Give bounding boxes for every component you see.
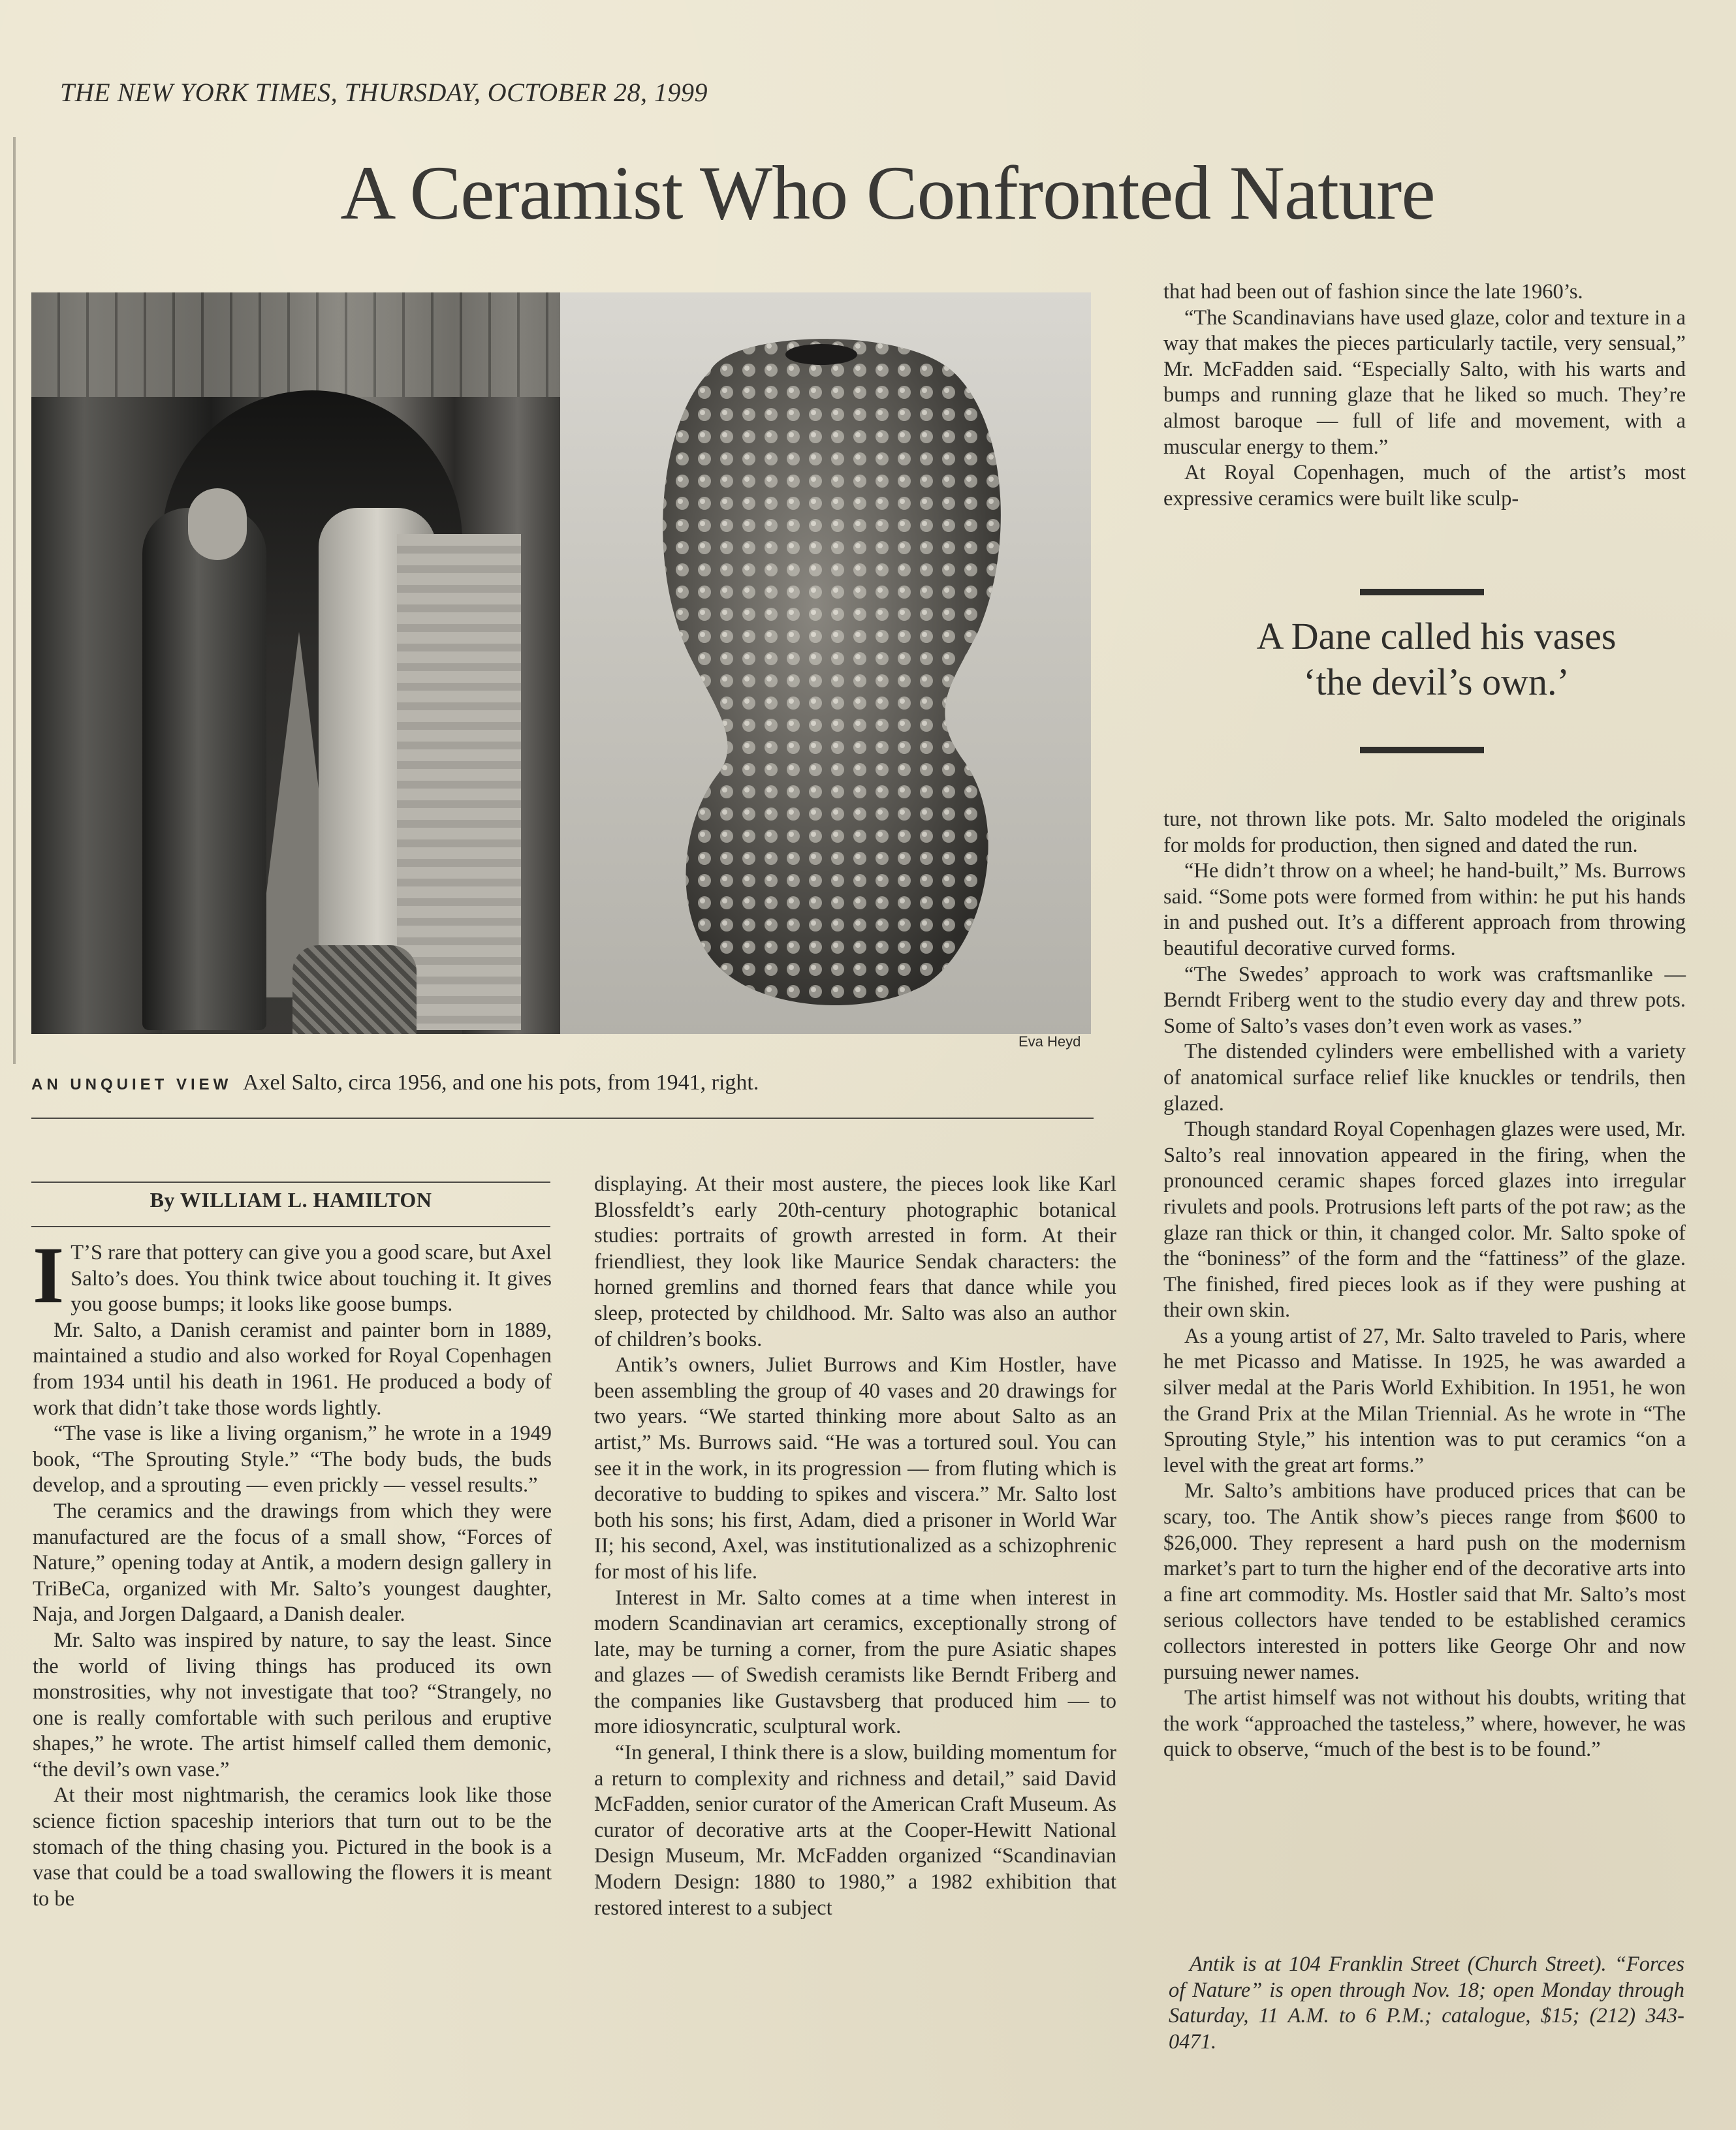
byline-rule-bottom xyxy=(31,1226,550,1227)
pull-quote-line-2: ‘the devil’s own.’ xyxy=(1303,661,1570,703)
paragraph: “The Swedes’ approach to work was craftsmanlike — Berndt Friberg went to the studio every day and threw pots. Some of Salto’s vases don’t even work as vases.” xyxy=(1163,962,1686,1038)
article-column-3-bottom xyxy=(1163,807,1686,1763)
dateline: THE NEW YORK TIMES, THURSDAY, OCTOBER 28, 1999 xyxy=(60,78,708,107)
photo-caption xyxy=(31,1071,1096,1095)
paragraph: ture, not thrown like pots. Mr. Salto modeled the originals for molds for production, then signed and dated the run. xyxy=(1163,807,1686,857)
photo-man-figure xyxy=(142,508,266,1030)
pull-quote xyxy=(1156,614,1717,705)
photo-credit: Eva Heyd xyxy=(1018,1033,1081,1050)
paragraph: “The Scandinavians have used glaze, color and texture in a way that makes the pieces particularly tactile, very sensual,” Mr. McFadden said. “Especially Salto, with his warts and bumps and running glaze that he liked so much. They’re almost baroque — full of life and movement, with a muscular energy to them.” xyxy=(1163,305,1686,459)
paragraph: The artist himself was not without his doubts, writing that the work “approached the tasteless,” where, however, he was quick to observe, “much of the best is to be found.” xyxy=(1163,1686,1686,1762)
paragraph: Though standard Royal Copenhagen glazes were used, Mr. Salto’s real innovation appeared in the firing, when the pronounced ceramic shapes forced glazes into irregular rivulets and pools. Protrusions left parts of the pot raw; as the glaze ran thick or thin, it changed color. Mr. Salto spoke of the “boniness” of the form and the “fattiness” of the glaze. The finished, fired pieces look as if they were pushing at their own skin. xyxy=(1163,1118,1686,1323)
paragraph: Mr. Salto’s ambitions have produced prices that can be scary, too. The Antik show’s pieces range from $600 to $26,000. They represent a hard push on the modernism market’s part to turn the higher end of the decorative arts into a fine art commodity. Ms. Hostler said that Mr. Salto’s most serious collectors have tended to be established ceramics collectors interested in potters like George Ohr and now pursuing newer names. xyxy=(1163,1479,1686,1684)
photo-cylinder-stack xyxy=(397,534,521,1030)
paragraph: Antik is at 104 Franklin Street (Church Street). “Forces of Nature” is open through Nov. 18; open Monday through Saturday, 11 A.M. to 6 P.M.; catalogue, $15; (212) 343-0471. xyxy=(1169,1952,1684,2054)
page-fold-line xyxy=(13,137,16,1064)
paragraph: Interest in Mr. Salto comes at a time when interest in modern Scandinavian art ceramics, exceptionally strong of late, may be turning a corner, from the pure Asiatic shapes and glazes — of Swedish ceramists like Berndt Friberg and the companies like Gustavsberg that produced him — to more idiosyncratic, sculptural work. xyxy=(594,1586,1116,1739)
paragraph: “The vase is like a living organism,” he wrote in a 1949 book, “The Sprouting Style.” “The body buds, the buds develop, and a sprouting — even prickly — vessel results.” xyxy=(33,1422,552,1497)
paragraph: that had been out of fashion since the late 1960’s. xyxy=(1163,280,1583,304)
headline: A Ceramist Who Confronted Nature xyxy=(340,150,1435,236)
paragraph: “He didn’t throw on a wheel; he hand-built,” Ms. Burrows said. “Some pots were formed from within: he put his hands in and pushed out. It’s a different approach from throwing beautiful decorative curved forms. xyxy=(1163,859,1686,960)
paragraph: The ceramics and the drawings from which they were manufactured are the focus of a small show, “Forces of Nature,” opening today at Antik, a modern design gallery in TriBeCa, organized with Mr. Salto’s youngest daughter, Naja, and Jorgen Dalgaard, a Danish dealer. xyxy=(33,1499,552,1627)
paragraph: At their most nightmarish, the ceramics look like those science fiction spaceship interiors that turn out to be the stomach of the thing chasing you. Pictured in the book is a vase that could be a toad swallowing the flowers it is meant to be xyxy=(33,1783,552,1911)
paragraph: I T’S rare that pottery can give you a good scare, but Axel Salto’s does. You think twice about touching it. It gives you goose bumps; it looks like goose bumps. xyxy=(33,1230,552,1320)
caption-kicker: AN UNQUIET VIEW xyxy=(31,1076,232,1093)
photo-salto-vase xyxy=(560,292,1091,1034)
photo-man-head xyxy=(188,488,247,560)
paragraph: Antik’s owners, Juliet Burrows and Kim Hostler, have been assembling the group of 40 vases and 20 drawings for two years. “We started thinking more about Salto as an artist,” Ms. Burrows said. “He was a tortured soul. You can see it in the work, in its progression — from fluting which is decorative to budding to spikes and viscera.” Mr. Salto lost both his sons; his first, Adam, died a prisoner in World War II; his second, Axel, was institutionalized as a schizophrenic for most of his life. xyxy=(594,1353,1116,1584)
paragraph: Mr. Salto, a Danish ceramist and painter born in 1889, maintained a studio and also worked for Royal Copenhagen from 1934 until his death in 1961. He produced a body of work that didn’t take those words lightly. xyxy=(33,1318,552,1420)
paragraph: displaying. At their most austere, the pieces look like Karl Blossfeldt’s early 20th-century photographic botanical studies: portraits of growth arrested in form. At their friendliest, they look like Maurice Sendak characters: the horned gremlins and thorned fears that dance while you sleep, protected by childhood. Mr. Salto was also an author of children’s books. xyxy=(594,1172,1116,1351)
vase-illustration xyxy=(560,292,1091,1034)
pull-quote-bar-bottom xyxy=(1360,747,1484,753)
pull-quote-bar-top xyxy=(1360,589,1484,595)
byline: By WILLIAM L. HAMILTON xyxy=(150,1188,432,1212)
paragraph: At Royal Copenhagen, much of the artist’s most expressive ceramics were built like sculp- xyxy=(1163,461,1686,510)
pull-quote-line-1: A Dane called his vases xyxy=(1256,615,1617,657)
paragraph: Mr. Salto was inspired by nature, to say the least. Since the world of living things has produced its own monstrosities, why not investigate that too? “Strangely, no one is really comfortable with such perilous and eruptive shapes,” he wrote. The artist himself called them demonic, “the devil’s own vase.” xyxy=(33,1628,552,1781)
caption-text: Axel Salto, circa 1956, and one his pots, from 1941, right. xyxy=(242,1071,759,1095)
caption-rule xyxy=(31,1118,1094,1119)
photo-salto-studio xyxy=(31,292,560,1034)
drop-cap: I xyxy=(33,1230,65,1320)
byline-rule-top xyxy=(31,1182,550,1183)
paragraph: “In general, I think there is a slow, building momentum for a return to complexity and richness and detail,” said David McFadden, senior curator of the American Craft Museum. As curator of decorative arts at the Cooper-Hewitt National Design Museum, Mr. McFadden organized “Scandinavian Modern Design: 1880 to 1980,” a 1982 exhibition that restored interest to a subject xyxy=(594,1741,1116,1920)
article-column-1 xyxy=(33,1230,552,1912)
paragraph: The distended cylinders were embellished with a variety of anatomical surface relief like knuckles or tendrils, then glazed. xyxy=(1163,1040,1686,1116)
exhibition-info-note xyxy=(1169,1952,1684,2055)
article-column-2 xyxy=(594,1172,1116,1921)
photo-brick-wall xyxy=(31,292,560,397)
photo-basket xyxy=(292,945,417,1034)
paragraph: As a young artist of 27, Mr. Salto traveled to Paris, where he met Picasso and Matisse. In 1925, he was awarded a silver medal at the Paris World Exhibition. In 1951, he won the Grand Prix at the Milan Triennial. As he wrote in “The Sprouting Style,” his intention was to put ceramics “on a level with the great art forms.” xyxy=(1163,1324,1686,1477)
article-column-3-top xyxy=(1163,279,1686,512)
